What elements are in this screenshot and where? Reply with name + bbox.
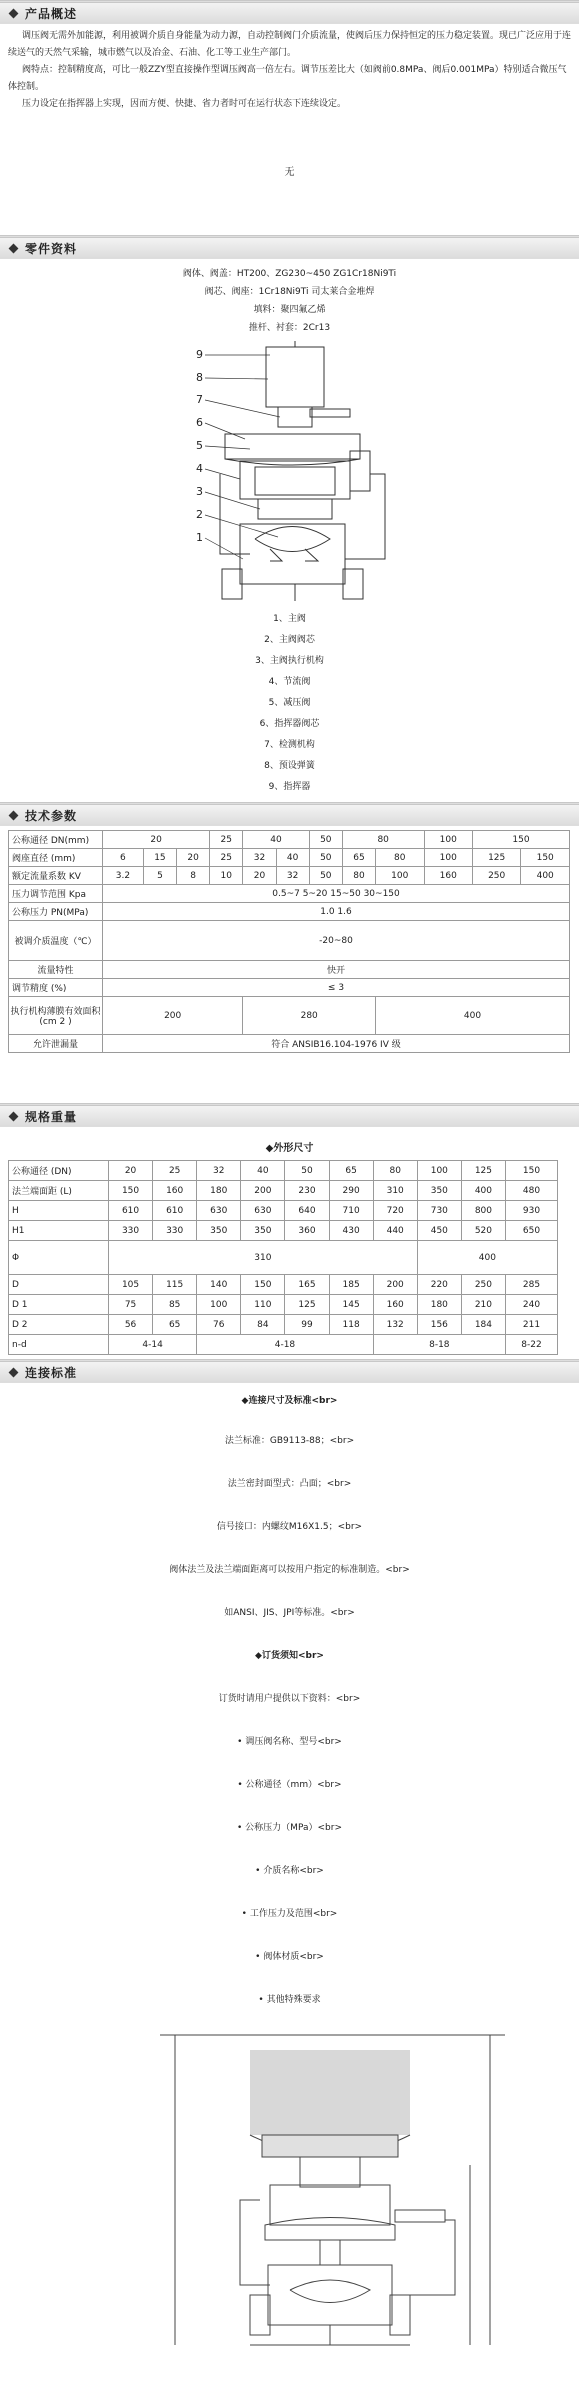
table-cell: 610 [109, 1201, 153, 1221]
table-cell: 310 [373, 1181, 417, 1201]
table-cell: 40 [243, 831, 309, 849]
section-header-tech [0, 802, 579, 826]
table-cell: 100 [197, 1295, 241, 1315]
section-title: 连接标准 [25, 1365, 78, 1380]
table-cell: 8-22 [505, 1335, 557, 1355]
table-row [9, 1035, 570, 1053]
table-cell: 150 [505, 1161, 557, 1181]
table-cell: 10 [210, 867, 243, 885]
bullet-icon [9, 1111, 19, 1121]
material-line: 填料：聚四氟乙烯 [253, 305, 326, 315]
parts-item: 4、节流阀 [268, 677, 311, 687]
conn-line: 法兰密封面型式：凸面；<br> [227, 1479, 352, 1489]
table-cell: 20 [103, 831, 210, 849]
overview-paragraph: 调压阀无需外加能源，利用被调介质自身能量为动力源，自动控制阀门介质流量，使阀后压力保持恒定的压力稳定装置。现已广泛应用于连续送气的天然气采输，城市燃气以及冶金、石油、化工等工业生产部门。 [8, 31, 572, 58]
table-cell: 285 [505, 1275, 557, 1295]
conn-line: 阀体法兰及法兰端面距离可以按用户指定的标准制造。<br> [169, 1565, 410, 1575]
table-cell: 180 [197, 1181, 241, 1201]
overview-paragraph: 阀特点：控制精度高，可比一般ZZY型直接操作型调压阀高一倍左右。调节压差比大（如阀前0.8MPa、阀后0.001MPa）特别适合微压气体控制。 [8, 65, 567, 92]
table-row [9, 849, 570, 867]
table-cell: -20~80 [103, 921, 570, 961]
row-header: D 2 [9, 1315, 109, 1335]
dimensions-table [8, 1160, 558, 1355]
table-cell: 20 [109, 1161, 153, 1181]
row-header: 阀座直径 (mm) [9, 849, 103, 867]
section-header-dims [0, 1103, 579, 1127]
bullet-icon [9, 1367, 19, 1377]
table-cell: 100 [424, 831, 472, 849]
table-cell: 180 [417, 1295, 461, 1315]
table-cell: 800 [461, 1201, 505, 1221]
table-cell: 15 [143, 849, 176, 867]
table-cell: 350 [197, 1221, 241, 1241]
table-row [9, 1295, 558, 1315]
bullet-icon [9, 243, 19, 253]
table-cell: 符合 ANSIB16.104-1976 IV 级 [103, 1035, 570, 1053]
table-cell: 430 [329, 1221, 373, 1241]
table-cell: 118 [329, 1315, 373, 1335]
table-cell: 610 [153, 1201, 197, 1221]
table-cell: 50 [285, 1161, 329, 1181]
table-row [9, 979, 570, 997]
table-cell: 145 [329, 1295, 373, 1315]
table-cell: 140 [197, 1275, 241, 1295]
diagram-label: 3 [196, 485, 203, 498]
row-header: 额定流量系数 KV [9, 867, 103, 885]
table-cell: 400 [417, 1241, 557, 1275]
row-header: 流量特性 [9, 961, 103, 979]
table-cell: 165 [285, 1275, 329, 1295]
table-cell: 25 [153, 1161, 197, 1181]
material-line: 阀体、阀盖：HT200、ZG230~450 ZG1Cr18Ni9Ti [182, 269, 397, 279]
conn-line: 如ANSI、JIS、JPI等标准。<br> [224, 1608, 355, 1618]
table-cell: 330 [153, 1221, 197, 1241]
table-cell: 4-14 [109, 1335, 197, 1355]
conn-line: • 调压阀名称、型号<br> [237, 1737, 342, 1747]
table-cell: 160 [373, 1295, 417, 1315]
table-row [9, 1315, 558, 1335]
parts-list [0, 609, 579, 798]
conn-line: 信号接口：内螺纹M16X1.5；<br> [216, 1522, 363, 1532]
table-cell: 5 [143, 867, 176, 885]
table-cell: 250 [472, 867, 520, 885]
table-cell: 20 [243, 867, 276, 885]
table-cell: 105 [109, 1275, 153, 1295]
table-cell: 200 [241, 1181, 285, 1201]
parts-item: 3、主阀执行机构 [255, 656, 324, 666]
table-cell: 185 [329, 1275, 373, 1295]
table-cell: 56 [109, 1315, 153, 1335]
table-cell: 4-18 [197, 1335, 373, 1355]
row-header: 公称通径 (DN) [9, 1161, 109, 1181]
table-cell: 200 [373, 1275, 417, 1295]
table-row [9, 921, 570, 961]
table-cell: 65 [153, 1315, 197, 1335]
parts-item: 1、主阀 [273, 614, 306, 624]
table-cell: 80 [342, 831, 424, 849]
table-cell: 快开 [103, 961, 570, 979]
table-cell: 0.5~7 5~20 15~50 30~150 [103, 885, 570, 903]
table-cell: 50 [309, 849, 342, 867]
table-row [9, 903, 570, 921]
row-header: 公称压力 PN(MPa) [9, 903, 103, 921]
valve-structure-diagram [0, 339, 579, 609]
table-row [9, 831, 570, 849]
overview-text [0, 28, 579, 113]
table-cell: 76 [197, 1315, 241, 1335]
table-row [9, 1181, 558, 1201]
table-cell: 211 [505, 1315, 557, 1335]
table-cell: 450 [417, 1221, 461, 1241]
parts-item: 2、主阀阀芯 [264, 635, 315, 645]
parts-item: 6、指挥器阀芯 [259, 719, 320, 729]
table-cell: 1.0 1.6 [103, 903, 570, 921]
diagram-label: 4 [196, 462, 203, 475]
table-cell: 32 [243, 849, 276, 867]
table-row [9, 1201, 558, 1221]
table-cell: 99 [285, 1315, 329, 1335]
material-line: 阀芯、阀座：1Cr18Ni9Ti 司太莱合金堆焊 [204, 287, 375, 297]
row-header: D [9, 1275, 109, 1295]
row-header: H [9, 1201, 109, 1221]
table-row [9, 1241, 558, 1275]
table-cell: 210 [461, 1295, 505, 1315]
table-row [9, 1275, 558, 1295]
table-cell: 32 [276, 867, 309, 885]
table-row [9, 1161, 558, 1181]
table-cell: 630 [241, 1201, 285, 1221]
table-cell: 65 [329, 1161, 373, 1181]
table-cell: 156 [417, 1315, 461, 1335]
table-cell: 650 [505, 1221, 557, 1241]
conn-line: • 公称通径（mm）<br> [237, 1780, 342, 1790]
table-cell: 125 [472, 849, 520, 867]
table-cell: 480 [505, 1181, 557, 1201]
table-row [9, 1221, 558, 1241]
table-cell: 184 [461, 1315, 505, 1335]
table-cell: 930 [505, 1201, 557, 1221]
no-image-text: 无 [284, 167, 295, 178]
conn-line: 法兰标准：GB9113-88；<br> [224, 1436, 355, 1446]
table-cell: 730 [417, 1201, 461, 1221]
table-cell: 310 [109, 1241, 418, 1275]
table-cell: 150 [109, 1181, 153, 1201]
table-cell: 250 [461, 1275, 505, 1295]
section-title: 零件资料 [25, 241, 78, 256]
table-cell: 150 [241, 1275, 285, 1295]
table-cell: 6 [103, 849, 144, 867]
conn-line: • 介质名称<br> [255, 1866, 324, 1876]
table-cell: 100 [417, 1161, 461, 1181]
table-cell: 160 [153, 1181, 197, 1201]
table-cell: 8 [177, 867, 210, 885]
table-row [9, 867, 570, 885]
diagram-label: 8 [196, 371, 203, 384]
table-cell: 290 [329, 1181, 373, 1201]
table-cell: 125 [285, 1295, 329, 1315]
table-cell: 40 [241, 1161, 285, 1181]
table-cell: 100 [376, 867, 424, 885]
table-cell: 115 [153, 1275, 197, 1295]
table-cell: 3.2 [103, 867, 144, 885]
table-cell: 350 [241, 1221, 285, 1241]
table-cell: 400 [376, 997, 570, 1035]
tech-params-table [8, 830, 570, 1053]
row-header: n-d [9, 1335, 109, 1355]
row-header: 法兰端面距 (L) [9, 1181, 109, 1201]
diagram-label: 9 [196, 348, 203, 361]
materials-list [0, 265, 579, 337]
table-row [9, 997, 570, 1035]
table-cell: 65 [342, 849, 375, 867]
parts-item: 8、预设弹簧 [264, 761, 315, 771]
table-cell: 440 [373, 1221, 417, 1241]
row-header: 执行机构薄膜有效面积 (cm 2 ) [9, 997, 103, 1035]
connection-info [0, 1389, 579, 2005]
section-title: 产品概述 [25, 6, 78, 21]
table-cell: 125 [461, 1161, 505, 1181]
table-cell: 84 [241, 1315, 285, 1335]
diagram-label: 2 [196, 508, 203, 521]
table-cell: 350 [417, 1181, 461, 1201]
diagram-label: 6 [196, 416, 203, 429]
valve-outline-drawing [0, 2025, 579, 2355]
section-header-parts [0, 235, 579, 259]
table-cell: 230 [285, 1181, 329, 1201]
row-header: Φ [9, 1241, 109, 1275]
table-cell: 240 [505, 1295, 557, 1315]
table-cell: 40 [276, 849, 309, 867]
row-header: 允许泄漏量 [9, 1035, 103, 1053]
table-cell: 32 [197, 1161, 241, 1181]
table-cell: 50 [309, 867, 342, 885]
table-cell: 200 [103, 997, 243, 1035]
table-cell: 630 [197, 1201, 241, 1221]
conn-line: • 其他特殊要求 [258, 1995, 321, 2005]
table-row [9, 961, 570, 979]
table-cell: 8-18 [373, 1335, 505, 1355]
table-cell: 710 [329, 1201, 373, 1221]
table-row [9, 1335, 558, 1355]
conn-heading: ◆连接尺寸及标准<br> [241, 1396, 338, 1406]
conn-line: • 阀体材质<br> [255, 1952, 324, 1962]
table-cell: 280 [243, 997, 376, 1035]
section-header-overview [0, 0, 579, 24]
table-cell: ≤ 3 [103, 979, 570, 997]
table-cell: 20 [177, 849, 210, 867]
row-header: 公称通径 DN(mm) [9, 831, 103, 849]
table-cell: 50 [309, 831, 342, 849]
conn-heading: ◆订货须知<br> [255, 1651, 324, 1661]
section-title: 规格重量 [25, 1109, 78, 1124]
table-cell: 132 [373, 1315, 417, 1335]
table-cell: 150 [472, 831, 569, 849]
table-row [9, 885, 570, 903]
bullet-icon [9, 810, 19, 820]
table-cell: 110 [241, 1295, 285, 1315]
parts-item: 5、减压阀 [268, 698, 311, 708]
table-cell: 25 [210, 849, 243, 867]
row-header: D 1 [9, 1295, 109, 1315]
bullet-icon [9, 8, 19, 18]
table-cell: 160 [424, 867, 472, 885]
table-cell: 640 [285, 1201, 329, 1221]
row-header: 被调介质温度（℃） [9, 921, 103, 961]
table-cell: 25 [210, 831, 243, 849]
diagram-label: 5 [196, 439, 203, 452]
table-cell: 720 [373, 1201, 417, 1221]
table-cell: 520 [461, 1221, 505, 1241]
conn-line: • 工作压力及范围<br> [241, 1909, 338, 1919]
table-cell: 85 [153, 1295, 197, 1315]
table-cell: 80 [373, 1161, 417, 1181]
table-cell: 80 [342, 867, 375, 885]
table-cell: 360 [285, 1221, 329, 1241]
material-line: 推杆、衬套：2Cr13 [248, 323, 331, 333]
table-cell: 150 [521, 849, 570, 867]
conn-line: 订货时请用户提供以下资料：<br> [218, 1694, 361, 1704]
row-header: H1 [9, 1221, 109, 1241]
section-title: 技术参数 [25, 808, 78, 823]
table-cell: 400 [521, 867, 570, 885]
diagram-label: 7 [196, 393, 203, 406]
parts-item: 9、指挥器 [268, 782, 311, 792]
table-cell: 75 [109, 1295, 153, 1315]
row-header: 调节精度 (%) [9, 979, 103, 997]
table-cell: 400 [461, 1181, 505, 1201]
conn-line: • 公称压力（MPa）<br> [237, 1823, 342, 1833]
table-cell: 80 [376, 849, 424, 867]
diagram-label: 1 [196, 531, 203, 544]
parts-item: 7、检测机构 [264, 740, 315, 750]
table-cell: 100 [424, 849, 472, 867]
overview-paragraph: 压力设定在指挥器上实现，因而方便、快捷、省力者时可在运行状态下连续设定。 [22, 99, 347, 109]
dims-subtitle: ◆外形尺寸 [265, 1143, 314, 1154]
table-cell: 220 [417, 1275, 461, 1295]
section-header-conn [0, 1359, 579, 1383]
table-cell: 330 [109, 1221, 153, 1241]
row-header: 压力调节范围 Kpa [9, 885, 103, 903]
